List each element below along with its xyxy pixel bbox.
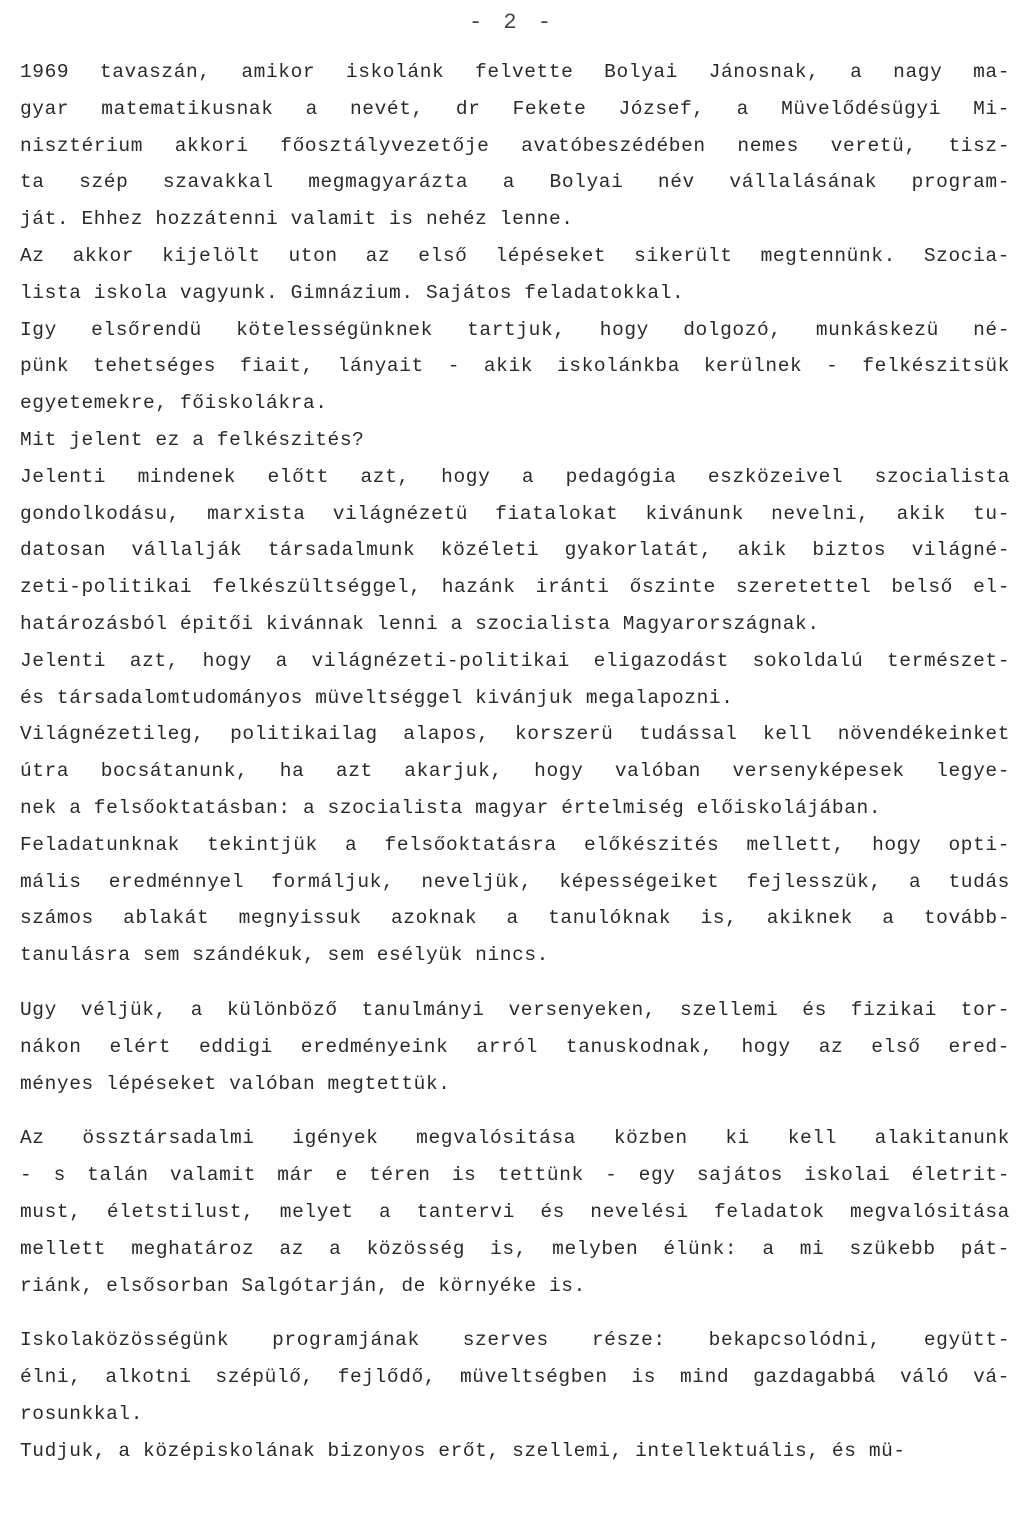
paragraph-gap [20,1304,1010,1322]
text-line: Ugy véljük, a különböző tanulmányi versenyeken, szellemi és fizikai tor- [20,998,1010,1021]
paragraph [20,643,1010,717]
text-line: - s talán valamit már e téren is tettünk - egy sajátos iskolai életrit- [20,1164,1010,1187]
text-line: határozásból épitői kivánnak lenni a szocialista Magyarországnak. [20,612,820,635]
text-line: mellett meghatároz az a közösség is, melyben élünk: a mi szükebb pát- [20,1237,1010,1260]
text-line: Iskolaközösségünk programjának szerves része: bekapcsolódni, együtt- [20,1329,1010,1352]
text-line: nek a felsőoktatásban: a szocialista magyar értelmiség előiskolájában. [20,796,882,819]
paragraph [20,1120,1010,1304]
text-line: nákon elért eddigi eredményeink arról tanuskodnak, hogy az első ered- [20,1035,1010,1058]
paragraph [20,312,1010,422]
text-line: 1969 tavaszán, amikor iskolánk felvette Bolyai Jánosnak, a nagy ma- [20,61,1010,83]
text-line: Igy elsőrendü kötelességünknek tartjuk, hogy dolgozó, munkáskezü né- [20,318,1010,341]
text-line: útra bocsátanunk, ha azt akarjuk, hogy valóban versenyképesek legye- [20,760,1010,783]
text-line: lista iskola vagyunk. Gimnázium. Sajátos feladatokkal. [20,281,685,304]
text-line: mális eredménnyel formáljuk, neveljük, képességeiket fejlesszük, a tudás [20,870,1010,893]
text-line: Az össztársadalmi igények megvalósitása közben ki kell alakitanunk [20,1127,1010,1150]
paragraph [20,1433,1010,1470]
text-line: datosan vállalják társadalmunk közéleti gyakorlatát, akik biztos világné- [20,539,1010,562]
text-line: ta szép szavakkal megmagyarázta a Bolyai név vállalásának program- [20,171,1010,194]
page-number: - 2 - [468,10,555,35]
text-line: Tudjuk, a középiskolának bizonyos erőt, szellemi, intellektuális, és mü- [20,1439,906,1462]
text-line: Az akkor kijelölt uton az első lépéseket sikerült megtennünk. Szocia- [20,244,1010,267]
text-line: must, életstilust, melyet a tantervi és nevelési feladatok megvalósitása [20,1200,1010,1223]
text-line: egyetemekre, főiskolákra. [20,392,328,415]
text-line: riánk, elsősorban Salgótarján, de környéke is. [20,1274,586,1297]
paragraph-gap [20,1102,1010,1120]
paragraph [20,827,1010,974]
text-line: nisztérium akkori főosztályvezetője avatóbeszédében nemes veretü, tisz- [20,134,1010,157]
paragraph [20,1322,1010,1432]
text-line: ját. Ehhez hozzátenni valamit is nehéz lenne. [20,208,574,231]
text-line: gyar matematikusnak a nevét, dr Fekete József, a Müvelődésügyi Mi- [20,97,1010,120]
text-line: Feladatunknak tekintjük a felsőoktatásra előkészités mellett, hogy opti- [20,833,1010,856]
text-line: zeti-politikai felkészültséggel, hazánk iránti őszinte szeretettel belső el- [20,576,1010,599]
paragraph [20,422,1010,459]
paragraph [20,238,1010,312]
body-text [20,54,1010,1469]
text-line: tanulásra sem szándékuk, sem esélyük nincs. [20,944,549,967]
paragraph-gap [20,974,1010,992]
text-line: és társadalomtudományos müveltséggel kivánjuk megalapozni. [20,686,734,709]
text-line: rosunkkal. [20,1402,144,1425]
paragraph [20,459,1010,643]
paragraph [20,992,1010,1102]
text-line: Világnézetileg, politikailag alapos, korszerü tudással kell növendékeinket [20,723,1010,746]
text-line: pünk tehetséges fiait, lányait - akik iskolánkba kerülnek - felkészitsük [20,355,1010,378]
text-line: Mit jelent ez a felkészités? [20,428,365,451]
text-line: számos ablakát megnyissuk azoknak a tanulóknak is, akiknek a tovább- [20,907,1010,930]
text-line: ményes lépéseket valóban megtettük. [20,1072,451,1095]
text-line: élni, alkotni szépülő, fejlődő, müveltségben is mind gazdagabbá váló vá- [20,1366,1010,1389]
paragraph [20,716,1010,826]
text-line: gondolkodásu, marxista világnézetü fiatalokat kivánunk nevelni, akik tu- [20,502,1010,525]
text-line: Jelenti mindenek előtt azt, hogy a pedagógia eszközeivel szocialista [20,465,1010,488]
text-line: Jelenti azt, hogy a világnézeti-politikai eligazodást sokoldalú természet- [20,649,1010,672]
paragraph [20,54,1010,238]
